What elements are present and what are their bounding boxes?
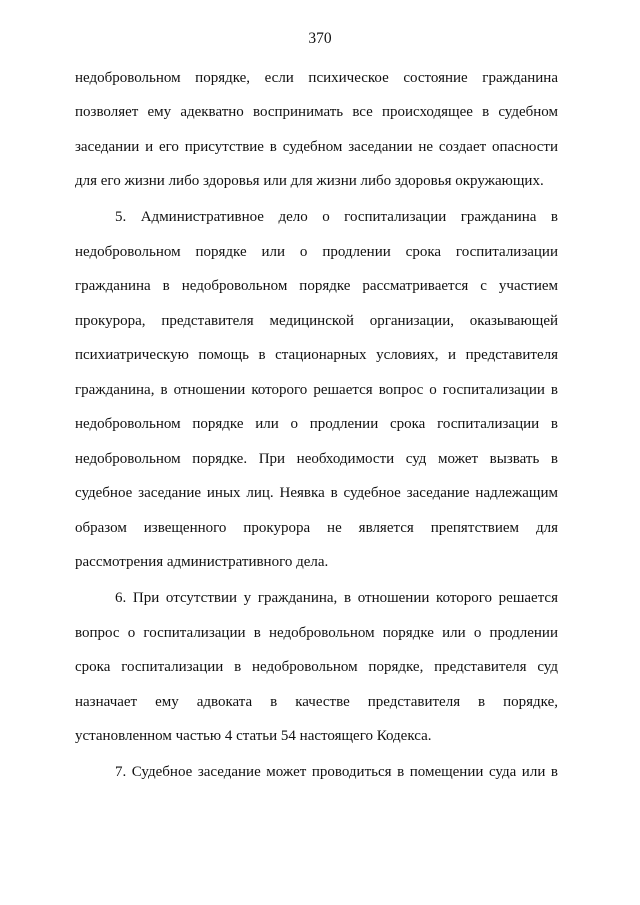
text-line: назначает ему адвоката в качестве представителя в порядке, [75, 694, 558, 710]
page-number: 370 [308, 30, 332, 47]
paragraph-7-start: 7. Судебное заседание может проводиться в помещении суда или в [115, 764, 558, 780]
text-line: недобровольном порядке или о продлении срока госпитализации в [75, 416, 558, 432]
text-line: гражданина в недобровольном порядке рассматривается с участием [75, 278, 558, 294]
text-line: гражданина, в отношении которого решается вопрос о госпитализации в [75, 382, 558, 398]
text-line: позволяет ему адекватно воспринимать все происходящее в судебном [75, 104, 558, 120]
text-line: недобровольном порядке, если психическое состояние гражданина [75, 70, 558, 86]
paragraph-5-start: 5. Административное дело о госпитализации гражданина в [115, 209, 558, 225]
text-line: психиатрическую помощь в стационарных условиях, и представителя [75, 347, 558, 363]
text-line: недобровольном порядке или о продлении срока госпитализации [75, 244, 558, 260]
paragraph-6-start: 6. При отсутствии у гражданина, в отношении которого решается [115, 590, 558, 606]
text-line: вопрос о госпитализации в недобровольном порядке или о продлении [75, 625, 558, 641]
text-line: срока госпитализации в недобровольном порядке, представителя суд [75, 659, 558, 675]
text-line: рассмотрения административного дела. [75, 554, 329, 570]
text-line: установленном частью 4 статьи 54 настоящего Кодекса. [75, 728, 432, 744]
text-line: недобровольном порядке. При необходимости суд может вызвать в [75, 451, 558, 467]
text-line: образом извещенного прокурора не является препятствием для [75, 520, 558, 536]
text-line: прокурора, представителя медицинской организации, оказывающей [75, 313, 558, 329]
text-line: судебное заседание иных лиц. Неявка в судебное заседание надлежащим [75, 485, 558, 501]
text-line: для его жизни либо здоровья или для жизни либо здоровья окружающих. [75, 173, 544, 189]
text-line: заседании и его присутствие в судебном заседании не создает опасности [75, 139, 558, 155]
